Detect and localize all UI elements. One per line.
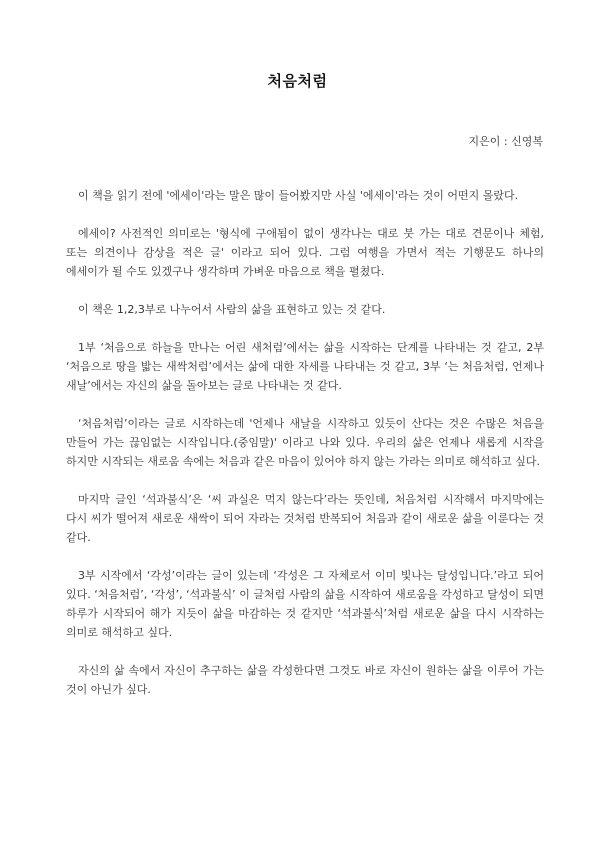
paragraph: ‘처음처럼’이라는 글로 시작하는데 '언제나 새날을 시작하고 있듯이 산다는 것은 수많은 처음을 만들어 가는 끊임없는 시작입니다.(중임말)' 이라고 나와 있다. 우리의 삶은 언제나 새롭게 시작을 하지만 시작되는 새로움 속에는 처음과 같은 마음이 있어야 하지 않는 가라는 의미로 해석하고 싶다.: [66, 417, 544, 468]
paragraph: 이 책을 읽기 전에 '에세이'라는 말은 많이 들어봤지만 사실 '에세이'라는 것이 어떤지 몰랐다.: [78, 189, 519, 202]
paragraph: 3부 시작에서 ‘각성’이라는 글이 있는데 ‘각성은 그 자체로서 이미 빛나는 달성입니다.’라고 되어 있다. ‘처음처럼’, ‘각성’, ‘석과불식’ 이 글처럼 사람의 삶을 시작하여 새로움을 각성하고 달성이 되면 하루가 시작되어 해가 지듯이 삶을 마감하는 것 같지만 ‘석과불식’처럼 새로운 삶을 다시 시작하는 의미로 해석하고 싶다.: [66, 569, 544, 639]
paragraph: 이 책은 1,2,3부로 나누어서 사람의 삶을 표현하고 있는 것 같다.: [78, 303, 386, 316]
paragraph: 자신의 삶 속에서 자신이 추구하는 삶을 각성한다면 그것도 바로 자신이 원하는 삶을 이루어 가는 것이 아닌가 싶다.: [66, 664, 544, 696]
paragraph: 에세이? 사전적인 의미로는 '형식에 구애됨이 없이 생각나는 대로 붓 가는 대로 견문이나 체험, 또는 의견이나 감상을 적은 글' 이라고 되어 있다. 그럼 여행을 가면서 적는 기행문도 하나의 에세이가 될 수도 있겠구나 생각하며 가벼운 마음으로 책을 펼쳤다.: [66, 227, 544, 278]
paragraph: 마지막 글인 ‘석과불식’은 ‘씨 과실은 먹지 않는다’라는 뜻인데, 처음처럼 시작해서 마지막에는 다시 씨가 떨어져 새로운 새싹이 되어 자라는 것처럼 반복되어 처음과 같이 새로운 삶을 이룬다는 것 같다.: [66, 493, 544, 544]
essay-body: [66, 186, 544, 718]
paragraph: 1부 ‘처음으로 하늘을 만나는 어린 새처럼’에서는 삶을 시작하는 단계를 나타내는 것 같고, 2부 ‘처음으로 땅을 밟는 새싹처럼’에서는 삶에 대한 자세를 나타내는 것 같고, 3부 ‘는 처음처럼, 언제나 새날’에서는 자신의 삶을 돌아보는 글로 나타내는 것 같다.: [66, 341, 544, 392]
document-title: 처음처럼: [267, 72, 328, 90]
author-line: 지은이 : 신영복: [468, 135, 543, 148]
